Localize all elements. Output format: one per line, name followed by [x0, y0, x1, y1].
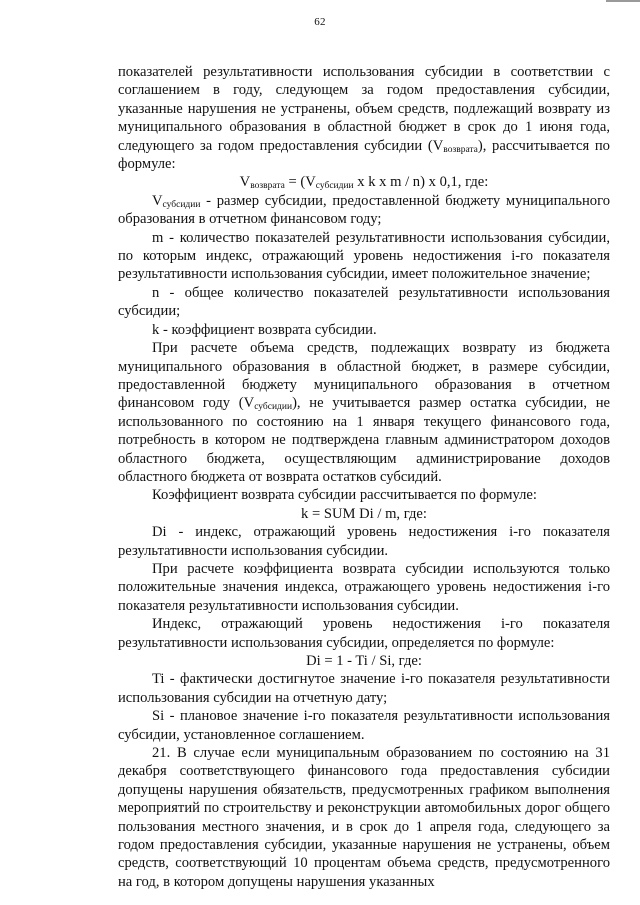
text-run: m - количество показателей результативности использования субсидии, по которым индекс, отражающий уровень недостижения i-го показателя результативности использования субсидии, имеет положительное значение; — [118, 229, 610, 283]
paragraph — [118, 670, 610, 707]
paragraph — [118, 486, 610, 504]
page-number: 62 — [314, 16, 326, 28]
paragraph — [118, 523, 610, 560]
paragraph — [118, 615, 610, 652]
paragraph — [118, 744, 610, 891]
paragraph — [118, 707, 610, 744]
paragraph — [118, 192, 610, 229]
text-run: x k x m / n) x 0,1, где: — [353, 174, 489, 191]
text-run: Индекс, отражающий уровень недостижения i-го показателя результативности использования субсидии, определяется по формуле: — [118, 616, 610, 651]
subscript: субсидии — [315, 181, 354, 192]
formula-line — [118, 652, 610, 670]
subscript: субсидии — [162, 199, 201, 210]
text-run: Di - индекс, отражающий уровень недостижения i-го показателя результативности использования субсидии. — [118, 524, 610, 559]
text-run: ), рассчитывается по формуле: — [118, 137, 610, 173]
text-run: n - общее количество показателей результативности использования субсидии; — [118, 284, 610, 320]
paragraph — [118, 321, 610, 339]
text-run: k - коэффициент возврата субсидии. — [152, 321, 377, 338]
text-run: V — [239, 174, 251, 191]
text-run: Ti - фактически достигнутое значение i-го показателя результативности использования субсидии на отчетную дату; — [118, 671, 610, 706]
text-run: V — [152, 192, 163, 209]
paragraph — [118, 284, 610, 321]
formula-line — [118, 173, 610, 191]
paragraph — [118, 229, 610, 284]
text-run: Коэффициент возврата субсидии рассчитывается по формуле: — [152, 487, 537, 504]
text-run: k = SUM Di / m, где: — [301, 505, 427, 522]
text-run: Si - плановое значение i-го показателя результативности использования субсидии, установленное соглашением. — [118, 708, 610, 743]
document-body — [118, 63, 610, 891]
text-run: 21. В случае если муниципальным образованием по состоянию на 31 декабря соответствующего финансового года предоставления субсидии допущены нарушения обязательств, предусмотренных графиком выполнения мероприятий по строительству и реконструкции автомобильных дорог общего пользования местного значения, и в срок до 1 апреля года, следующего за годом предоставления субсидии, указанные нарушения не устранены, объем средств, соответствующий 10 процентам объема средств, предусмотренного на год, в котором допущены нарушения указанных — [118, 745, 610, 890]
paragraph — [118, 339, 610, 486]
text-run: При расчете коэффициента возврата субсидии используются только положительные значения индекса, отражающего уровень недостижения i-го показателя результативности использования субсидии. — [118, 560, 610, 614]
text-run: - размер субсидии, предоставленной бюджету муниципального образования в отчетном финансовом году; — [118, 192, 610, 228]
text-run: = (V — [284, 174, 316, 191]
text-run: показателей результативности использования субсидии в соответствии с соглашением в году, следующем за годом предоставления субсидии, указанные нарушения не устранены, объем средств, подлежащий возврату из муниципального образования в областной бюджет в срок до 1 июня года, следующего за годом предоставления субсидии (V — [118, 64, 610, 154]
corner-mark — [606, 0, 640, 2]
paragraph — [118, 560, 610, 615]
subscript: субсидии — [254, 402, 293, 413]
text-run: Di = 1 - Ti / Si, где: — [306, 653, 422, 669]
text-run: ), не учитывается размер остатка субсидии, не использованного по состоянию на 1 января текущего финансового года, потребность в котором не подтверждена главным администратором доходов областного бюджета, осуществляющим администрирование доходов областного бюджета от возврата остатков субсидий. — [118, 395, 610, 485]
text-run: При расчете объема средств, подлежащих возврату из бюджета муниципального образования в областной бюджет, в размере субсидии, предоставленной бюджету муниципального образования в отчетном финансовом году (V — [118, 340, 610, 412]
subscript: возврата — [250, 181, 285, 192]
paragraph — [118, 63, 610, 173]
subscript: возврата — [443, 144, 478, 155]
formula-line — [118, 505, 610, 523]
